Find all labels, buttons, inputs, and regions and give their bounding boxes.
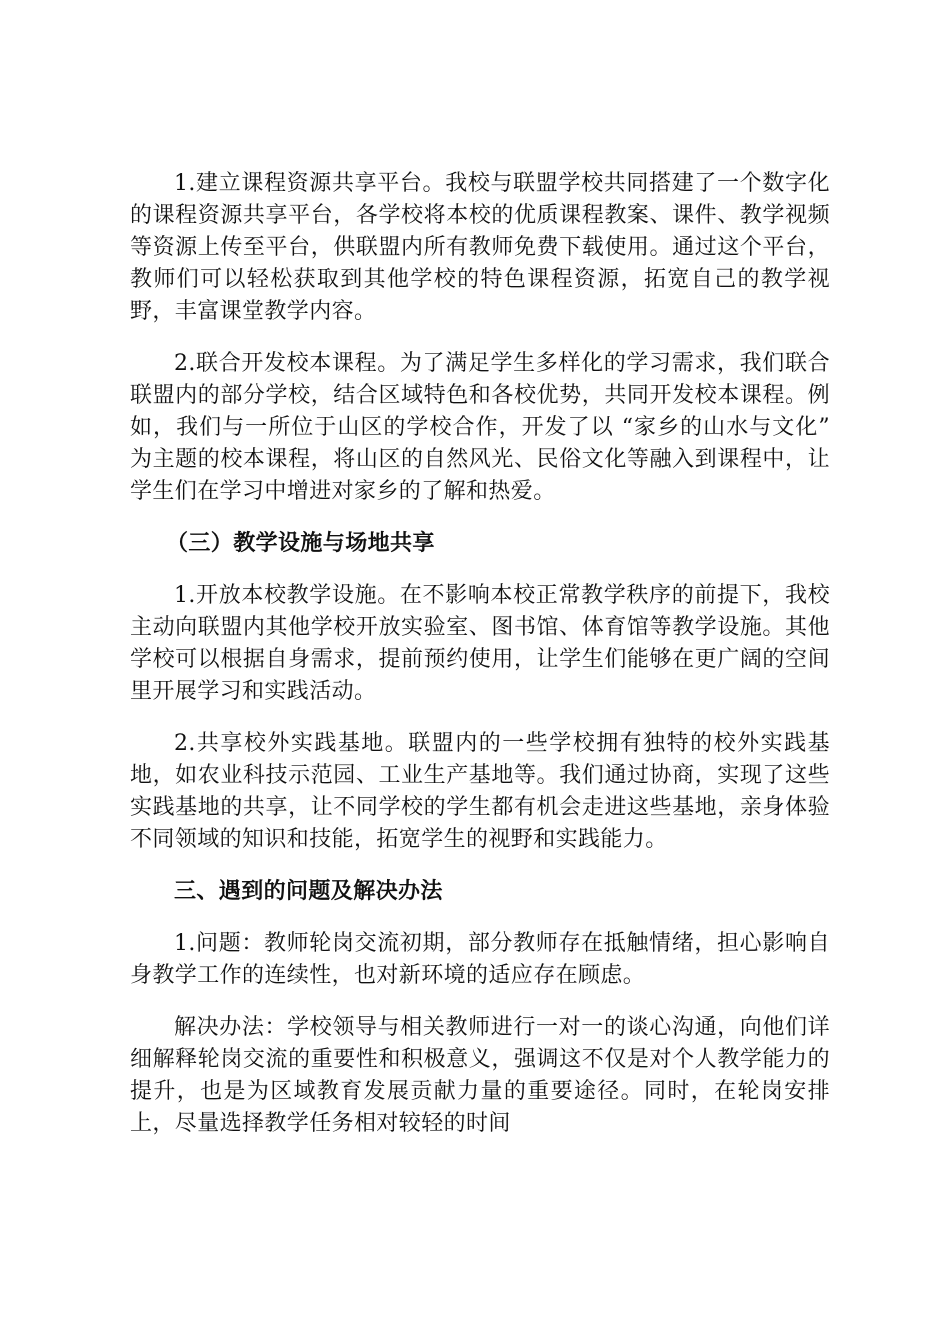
paragraph-solution: 解决办法：学校领导与相关教师进行一对一的谈心沟通，向他们详细解释轮岗交流的重要性和积极意义，强调这不仅是对个人教学能力的提升，也是为区域教育发展贡献力量的重要途径。同时，在轮岗安排上，尽量选择教学任务相对较轻的时间 [130,1015,830,1136]
paragraph-practice-bases: 2.共享校外实践基地。联盟内的一些学校拥有独特的校外实践基地，如农业科技示范园、工业生产基地等。我们通过协商，实现了这些实践基地的共享，让不同学校的学生都有机会走进这些基地，亲身体验不同领域的知识和技能，拓宽学生的视野和实践能力。 [130,731,830,852]
document-page [130,168,830,1160]
section-heading-facilities: （三）教学设施与场地共享 [166,531,435,556]
section-heading-problems: 三、遇到的问题及解决办法 [174,879,443,904]
paragraph-open-facilities: 1.开放本校教学设施。在不影响本校正常教学秩序的前提下，我校主动向联盟内其他学校开放实验室、图书馆、体育馆等教学设施。其他学校可以根据自身需求，提前预约使用，让学生们能够在更广阔的空间里开展学习和实践活动。 [130,583,830,704]
paragraph-problem: 1.问题：教师轮岗交流初期，部分教师存在抵触情绪，担心影响自身教学工作的连续性，也对新环境的适应存在顾虑。 [130,931,830,988]
paragraph-school-based-curriculum: 2.联合开发校本课程。为了满足学生多样化的学习需求，我们联合联盟内的部分学校，结合区域特色和各校优势，共同开发校本课程。例如，我们与一所位于山区的学校合作，开发了以 “家乡的山水与文化” 为主题的校本课程，将山区的自然风光、民俗文化等融入到课程中，让学生们在学习中增进对家乡的了解和热爱。 [130,351,830,504]
paragraph-course-resource-platform: 1.建立课程资源共享平台。我校与联盟学校共同搭建了一个数字化的课程资源共享平台，各学校将本校的优质课程教案、课件、教学视频等资源上传至平台，供联盟内所有教师免费下载使用。通过这个平台，教师们可以轻松获取到其他学校的特色课程资源，拓宽自己的教学视野，丰富课堂教学内容。 [130,171,830,324]
